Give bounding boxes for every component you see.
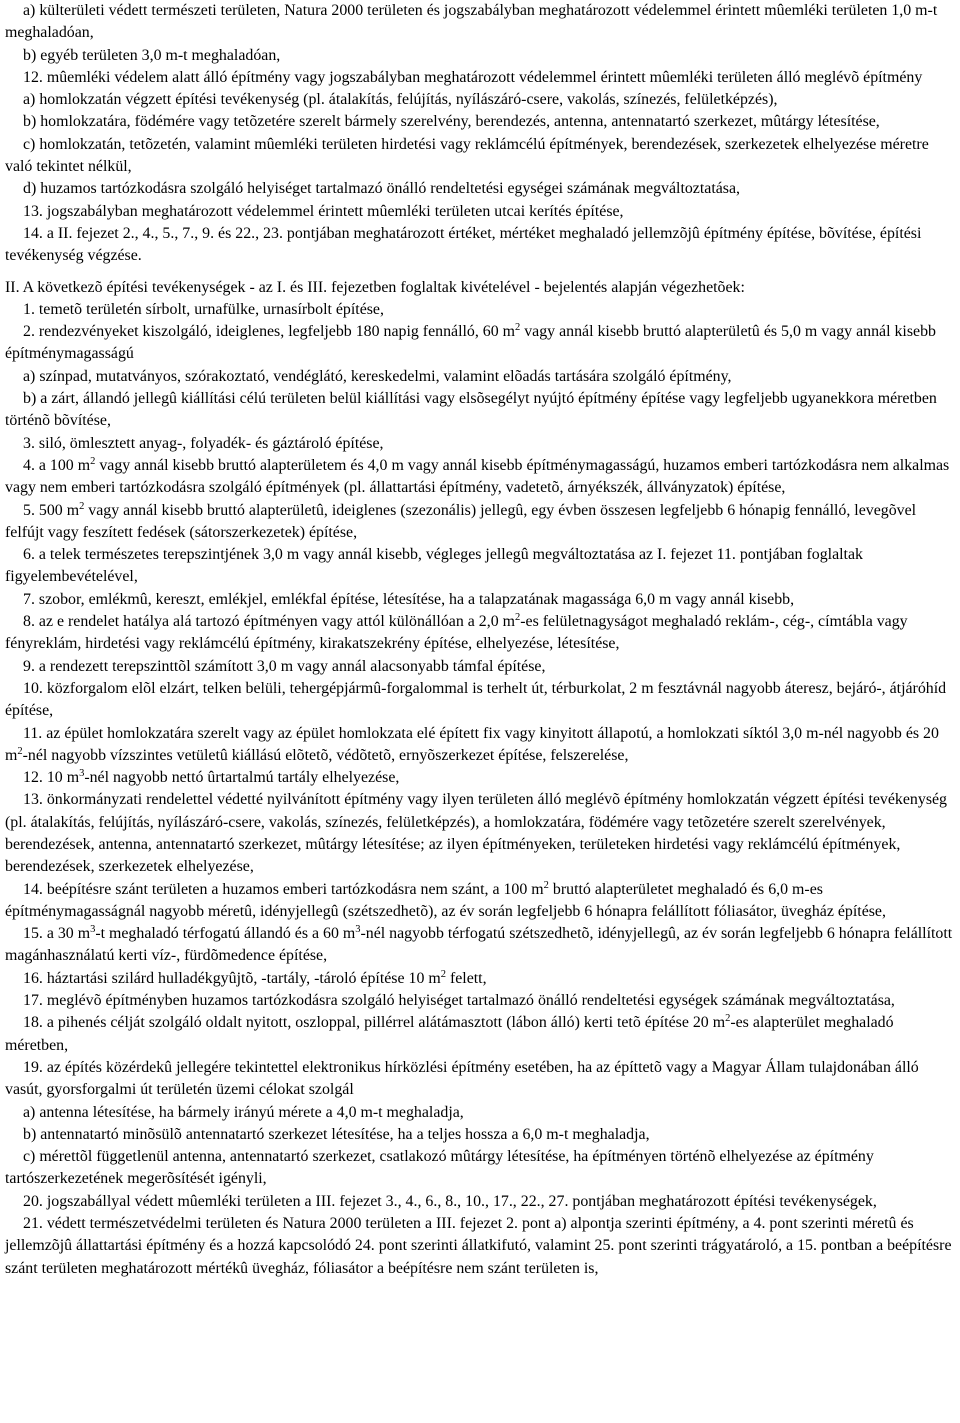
list-item-18-text-cont: -es alapterület meghaladó méretben, xyxy=(5,1014,894,1054)
item-12-b: b) homlokzatára, födémére vagy tetõzetére szerelt bármely szerelvény, berendezés, antenna, antennatartó szerkezet, mûtárgy létesítése, xyxy=(23,113,880,131)
list-item-16 xyxy=(5,968,954,990)
superscript: 2 xyxy=(514,612,521,624)
list-item-8 xyxy=(5,611,954,656)
item-12-a: a) homlokzatán végzett építési tevékenység (pl. átalakítás, felújítás, nyílászáró-csere, vakolás, színezés, felületképzés), xyxy=(23,91,778,109)
list-item-12 xyxy=(5,767,954,789)
paragraph-12-limit-b: b) egyéb területen 3,0 m-t meghaladóan, xyxy=(23,46,281,64)
superscript: 2 xyxy=(543,879,549,891)
list-item-2-text-cont: vagy annál kisebb bruttó alapterületû és 5,0 m vagy annál kisebb építménymagasságú xyxy=(5,323,936,363)
list-item-11 xyxy=(5,723,954,768)
list-item-4-text: 4. a 100 m xyxy=(23,456,91,474)
list-item-8-text-cont: -es felületnagyságot meghaladó reklám-, cég-, címtábla vagy fényreklám, hirdetési vagy reklámcélú építmény, kirakatszekrény építése, elhelyezése, létesítése, xyxy=(5,613,908,653)
list-item-19-b: b) antennatartó minõsülõ antennatartó szerkezet létesítése, ha a teljes hossza a 6,0 m-t meghaladja, xyxy=(23,1125,650,1143)
superscript: 2 xyxy=(79,500,85,512)
list-item-15-text: 15. a 30 m xyxy=(23,925,91,943)
list-item-11-text-cont: -nél nagyobb vízszintes vetületû kiállású elõtetõ, védõtetõ, ernyõszerkezet építése, felszerelése, xyxy=(22,746,629,764)
list-item-2-b: b) a zárt, állandó jellegû kiállítási célú területen belül kiállítási vagy elsõsegélyt nyújtó építmény építése vagy legfeljebb ugyanekkora méretben történõ bõvítése, xyxy=(5,390,937,430)
superscript: 2 xyxy=(17,745,23,757)
superscript: 2 xyxy=(440,968,446,980)
list-item-14-text: 14. beépítésre szánt területen a huzamos emberi tartózkodásra nem szánt, a 100 m xyxy=(23,880,544,898)
list-item-4 xyxy=(5,455,954,500)
item-12-c: c) homlokzatán, tetõzetén, valamint mûemléki területen hirdetési vagy reklámcélú építmények, berendezések, szerkezetek elhelyezése méretre való tekintet nélkül, xyxy=(5,135,929,176)
list-item-12-text-cont: -nél nagyobb nettó ûrtartalmú tartály elhelyezése, xyxy=(84,769,400,787)
item-12-d: d) huzamos tartózkodásra szolgáló helyiséget tartalmazó önálló rendeltetési egységei számának megváltoztatása, xyxy=(23,180,741,198)
paragraph-12-limit-a: a) külterületi védett természeti területen, Natura 2000 területen és jogszabályban meghatározott védelemmel érintett mûemléki területen 1,0 m-t meghaladóan, xyxy=(5,2,938,42)
superscript: 2 xyxy=(515,322,521,334)
list-item-16-text-cont: felett, xyxy=(445,969,487,987)
list-item-17: 17. meglévõ építményben huzamos tartózkodásra szolgáló helyiséget tartalmazó önálló rendeltetési egységek számának megváltoztatása, xyxy=(23,992,895,1010)
list-item-3: 3. siló, ömlesztett anyag-, folyadék- és gáztároló építése, xyxy=(23,434,384,452)
list-item-5-text: 5. 500 m xyxy=(23,501,80,519)
list-item-2-text: 2. rendezvényeket kiszolgáló, ideiglenes, legfeljebb 180 napig fennálló, 60 m xyxy=(23,323,516,341)
list-item-21: 21. védett természetvédelmi területen és Natura 2000 területen a III. fejezet 2. pont a) alpontja szerinti építmény, a 4. pont szerinti méretû és jellemzõjû állattartási építmény és a hozzá kapcsolódó 24. pont szerinti állatkifutó, valamint 25. pont szerinti trágyatároló, a 15. pontban a beépítésre szánt területen meghatározott mértékû üvegház, fóliasátor a beépítésre nem szánt területen is, xyxy=(5,1215,952,1277)
list-item-2 xyxy=(5,321,954,366)
list-item-9: 9. a rendezett terepszinttõl számított 3,0 m vagy annál alacsonyabb támfal építése, xyxy=(23,657,546,675)
list-item-14 xyxy=(5,879,954,924)
item-14: 14. a II. fejezet 2., 4., 5., 7., 9. és 22., 23. pontjában meghatározott értéket, mértéket meghaladó jellemzõjû építmény építése, bõvítése, építési tevékenység végzése. xyxy=(5,224,922,265)
item-13: 13. jogszabályban meghatározott védelemmel érintett mûemléki területen utcai kerítés építése, xyxy=(23,202,624,220)
list-item-8-text: 8. az e rendelet hatálya alá tartozó építményen vagy attól különállóan a 2,0 m xyxy=(23,613,515,631)
list-item-19-a: a) antenna létesítése, ha bármely irányú mérete a 4,0 m-t meghaladja, xyxy=(23,1103,464,1121)
list-item-11-text: 11. az épület homlokzatára szerelt vagy az épület homlokzata elé épített fix vagy kinyitott állapotú, a homlokzati síktól 3,0 m-nél nagyobb és 20 m xyxy=(5,724,939,764)
list-item-15-text-cont: -t meghaladó térfogatú állandó és a 60 m xyxy=(95,925,356,943)
item-12: 12. mûemléki védelem alatt álló építmény vagy jogszabályban meghatározott védelemmel érintett mûemléki területen álló meglévõ építmény xyxy=(23,68,923,86)
list-item-13: 13. önkormányzati rendelettel védetté nyilvánított építmény vagy ilyen területen álló meglévõ építmény homlokzatán végzett építési tevékenység (pl. átalakítás, felújítás, nyílászáró-csere, vakolás, színezés, felületképzés), a homlokzatára, födémére vagy tetõzetére szerelt szerelvények, berendezések, antenna, antennatartó szerkezet, mûtárgy létesítése; az ilyen építményeken, területeken hirdetési vagy reklámcélú építmények, berendezések, szerkezetek elhelyezése, xyxy=(5,791,948,876)
list-item-5 xyxy=(5,500,954,545)
superscript: 2 xyxy=(90,455,96,467)
list-item-18-text: 18. a pihenés célját szolgáló oldalt nyitott, oszloppal, pillérrel alátámasztott (lábon álló) kerti tetõ építése 20 m xyxy=(23,1014,726,1032)
list-item-20: 20. jogszabállyal védett mûemléki területen a III. fejezet 3., 4., 6., 8., 10., 17., 22., 27. pontjában meghatározott építési tevékenységek, xyxy=(23,1192,877,1210)
list-item-19-c: c) mérettõl függetlenül antenna, antennatartó szerkezet, csatlakozó mûtárgy létesítése, ha építményen történõ elhelyezése az építmény tartószerkezetének megerõsítését igényli, xyxy=(5,1148,874,1188)
superscript: 3 xyxy=(355,924,361,936)
superscript: 3 xyxy=(90,924,96,936)
list-item-1: 1. temetõ területén sírbolt, urnafülke, urnasírbolt építése, xyxy=(23,300,384,318)
list-item-5-text-cont: vagy annál kisebb bruttó alapterületû, ideiglenes (szezonális) jellegû, egy évben összesen legfeljebb 6 hónapig fennálló, levegõvel felfújt vagy feszített fedések (sátorszerkezetek) építése, xyxy=(5,501,917,541)
list-item-15-text-end: -nél nagyobb térfogatú szétszedhetõ, idényjellegû, az év során legfeljebb 6 hónapra felállított magánhasználatú kerti víz-, fürdõmedence építése, xyxy=(5,925,953,965)
list-item-7: 7. szobor, emlékmû, kereszt, emlékjel, emlékfal építése, létesítése, ha a talapzatának magassága 6,0 m vagy annál kisebb, xyxy=(23,590,795,608)
list-item-14-text-cont: bruttó alapterületet meghaladó és 6,0 m-es építménymagasságnál nagyobb méretû, idényjellegû (szétszedhetõ), az év során legfeljebb 6 hónapra felállított fóliasátor, üvegház építése, xyxy=(5,880,886,920)
list-item-18 xyxy=(5,1012,954,1057)
list-item-10: 10. közforgalom elõl elzárt, telken belüli, tehergépjármû-forgalommal is terhelt út, térburkolat, 2 m fesztávnál nagyobb áteresz, bejáró-, átjáróhíd építése, xyxy=(5,679,947,720)
list-item-19: 19. az építés közérdekû jellegére tekintettel elektronikus hírközlési építmény esetében, ha az építtetõ vagy a Magyar Állam tulajdonában álló vasút, gyorsforgalmi út területén üzemi célokat szolgál xyxy=(5,1058,919,1099)
superscript: 2 xyxy=(725,1013,731,1025)
list-item-15 xyxy=(5,923,954,968)
list-item-4-text-cont: vagy annál kisebb bruttó alapterületem és 4,0 m vagy annál kisebb építménymagasságú, huzamos emberi tartózkodásra nem alkalmas vagy nem emberi tartózkodásra szolgáló építmények (pl. állattartási építmény, vadetetõ, árnyékszék, állványzatok) építése, xyxy=(5,456,950,497)
superscript: 3 xyxy=(79,768,85,780)
list-item-6: 6. a telek természetes terepszintjének 3,0 m vagy annál kisebb, végleges jellegû megváltoztatása az I. fejezet 11. pontjában foglaltak figyelembevételével, xyxy=(5,546,863,586)
section-ii-heading: II. A következõ építési tevékenységek - az I. és III. fejezetben foglaltak kivételével - bejelentés alapján végezhetõek: xyxy=(5,278,745,296)
list-item-12-text: 12. 10 m xyxy=(23,769,80,787)
list-item-16-text: 16. háztartási szilárd hulladékgyûjtõ, -tartály, -tároló építése 10 m xyxy=(23,969,441,987)
list-item-2-a: a) színpad, mutatványos, szórakoztató, vendéglátó, kereskedelmi, valamint elõadás tartására szolgáló építmény, xyxy=(23,367,732,385)
